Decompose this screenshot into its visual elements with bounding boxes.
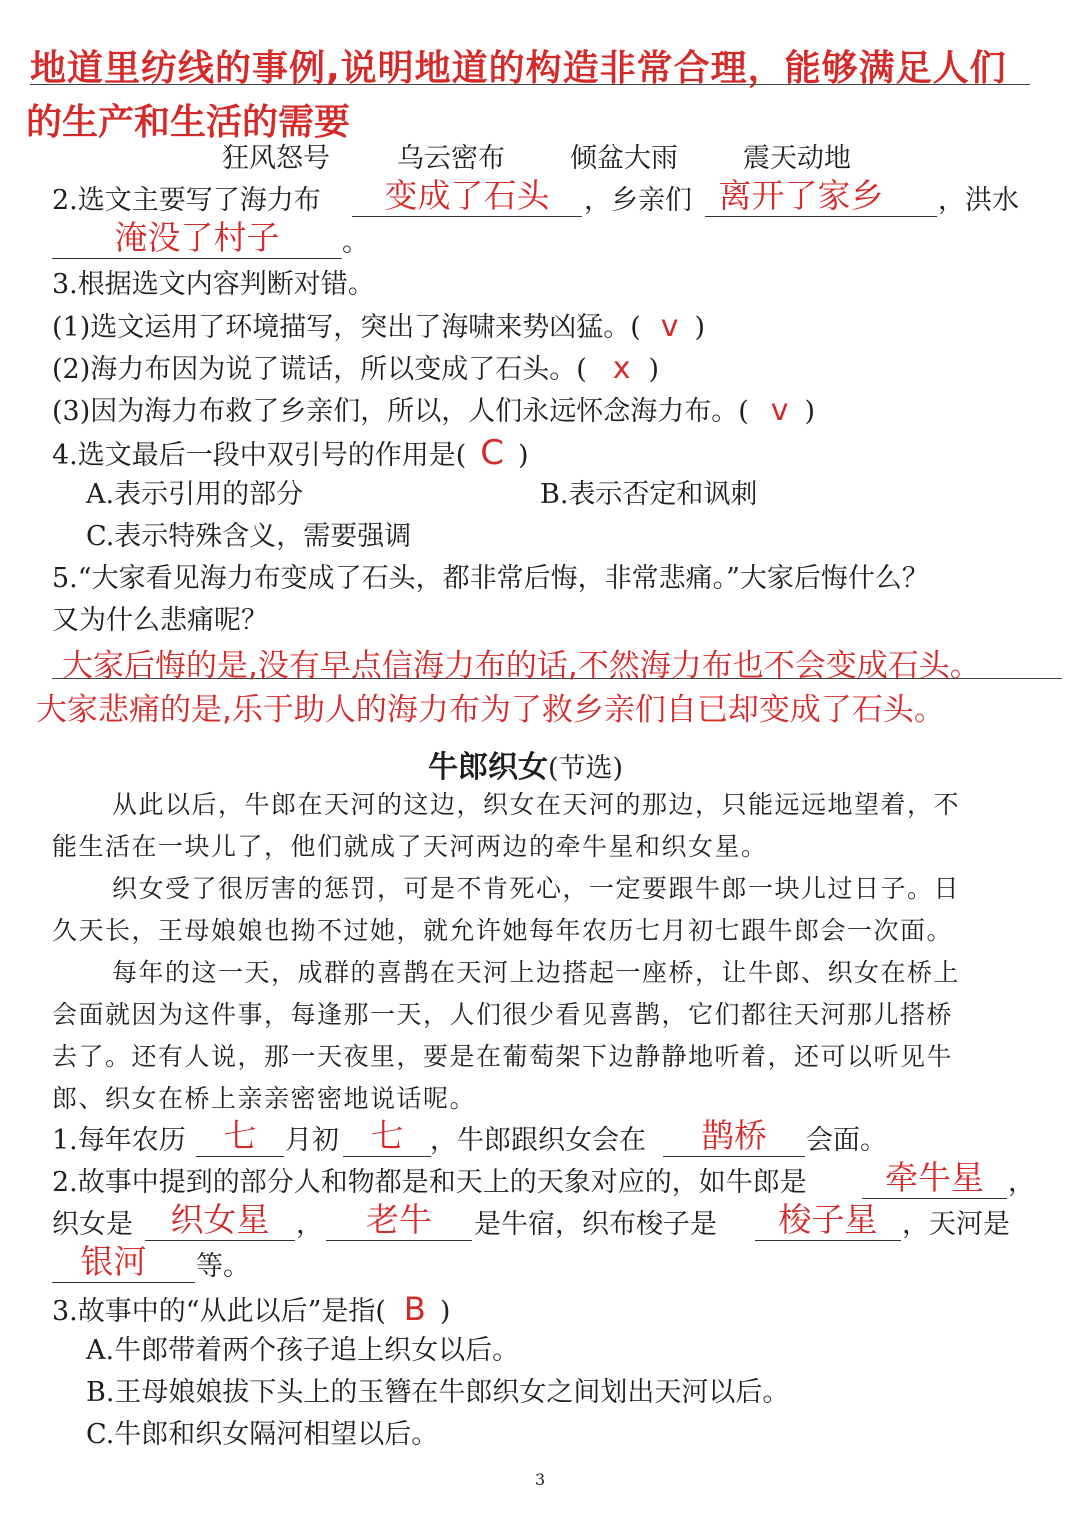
q5-line1: 5.“大家看见海力布变成了石头，都非常后悔，非常悲痛。”大家后悔什么？ bbox=[52, 563, 929, 594]
s1-prefix: 1.每年农历 bbox=[52, 1125, 186, 1156]
s1-mid1: 月初 bbox=[285, 1125, 339, 1156]
q2-end: 。 bbox=[342, 227, 369, 258]
story-line-4: 久天长，王母娘娘也拗不过她，就允许她每年农历七月初七跟牛郎会一次面。 bbox=[52, 916, 954, 945]
q3-item2-text: (2)海力布因为说了谎话，所以变成了石头。( bbox=[52, 354, 587, 385]
q2-answer3-blank bbox=[52, 218, 342, 259]
s2-mid3: 是牛宿，织布梭子是 bbox=[474, 1209, 717, 1240]
s1-answer3: 鹊桥 bbox=[701, 1116, 767, 1155]
s2-end1: ， bbox=[1008, 1167, 1035, 1198]
s2-prefix: 2.故事中提到的部分人和物都是和天上的天象对应的，如牛郎是 bbox=[52, 1167, 807, 1198]
word-option-4: 震天动地 bbox=[743, 143, 851, 174]
q3-title: 3.根据选文内容判断对错。 bbox=[52, 269, 375, 300]
q2-prefix: 2.选文主要写了海力布 bbox=[52, 185, 321, 216]
q3-item3-close: ) bbox=[804, 396, 816, 427]
s2-answer5: 银河 bbox=[80, 1242, 147, 1281]
s3-option-c: C.牛郎和织女隔河相望以后。 bbox=[86, 1419, 439, 1450]
s2-answer4-blank bbox=[755, 1200, 901, 1241]
q4-question bbox=[52, 433, 529, 473]
q3-item3-mark: v bbox=[770, 393, 789, 428]
s3-option-b: B.王母娘娘拔下头上的玉簪在牛郎织女之间划出天河以后。 bbox=[86, 1377, 790, 1408]
s1-answer2: 七 bbox=[370, 1116, 404, 1155]
story-line-8: 郎、织女在桥上亲亲密密地说话呢。 bbox=[52, 1084, 477, 1113]
q2-mid2: ，洪水 bbox=[938, 185, 1019, 216]
q3-item1-mark: v bbox=[660, 309, 679, 344]
q5-answer1: 大家后悔的是,没有早点信海力布的话,不然海力布也不会变成石头。 bbox=[62, 648, 981, 684]
story-line-1: 从此以后，牛郎在天河的这边，织女在天河的那边，只能远远地望着，不 bbox=[112, 790, 961, 819]
q5-answer1-underline bbox=[52, 678, 1062, 679]
q2-mid1: ，乡亲们 bbox=[584, 185, 692, 216]
s1-answer3-blank bbox=[663, 1116, 805, 1157]
s2-answer3-blank bbox=[326, 1200, 472, 1241]
s1-answer2-blank bbox=[343, 1116, 431, 1157]
s1-answer1: 七 bbox=[223, 1116, 257, 1155]
s2-mid2: ， bbox=[296, 1209, 323, 1240]
story-line-3: 织女受了很厉害的惩罚，可是不肯死心，一定要跟牛郎一块儿过日子。日 bbox=[112, 874, 961, 903]
page-number: 3 bbox=[535, 1470, 546, 1489]
word-option-2: 乌云密布 bbox=[397, 143, 505, 174]
q3-item1 bbox=[52, 310, 705, 345]
word-option-3: 倾盆大雨 bbox=[570, 143, 678, 174]
s1-answer1-blank bbox=[196, 1116, 284, 1157]
q4-close: ) bbox=[518, 440, 529, 471]
q2-answer2: 离开了家乡 bbox=[718, 176, 884, 215]
q2-answer1-blank bbox=[352, 176, 582, 217]
s3-option-a: A.牛郎带着两个孩子追上织女以后。 bbox=[86, 1335, 520, 1366]
s2-mid4: ，天河是 bbox=[902, 1209, 1010, 1240]
q4-option-a: A.表示引用的部分 bbox=[86, 479, 304, 510]
s2-answer5-blank bbox=[52, 1242, 195, 1283]
story-line-2: 能生活在一块儿了，他们就成了天河两边的牵牛星和织女星。 bbox=[52, 832, 768, 861]
q3-item1-close: ) bbox=[694, 312, 706, 343]
s2-prefix2: 织女是 bbox=[52, 1209, 133, 1240]
story-title-sub: (节选) bbox=[548, 753, 624, 784]
word-option-1: 狂风怒号 bbox=[222, 143, 330, 174]
q3-item2 bbox=[52, 352, 659, 387]
story-line-7: 去了。还有人说，那一天夜里，要是在葡萄架下边静静地听着，还可以听见牛 bbox=[52, 1042, 954, 1071]
q3-item3-text: (3)因为海力布救了乡亲们，所以，人们永远怀念海力布。( bbox=[52, 396, 749, 427]
q5-answer2: 大家悲痛的是,乐于助人的海力布为了救乡亲们自已却变成了石头。 bbox=[36, 692, 945, 728]
s2-answer2: 织女星 bbox=[170, 1200, 270, 1239]
story-line-6: 会面就因为这件事，每逢那一天，人们很少看见喜鹊，它们都往天河那儿搭桥 bbox=[52, 1000, 954, 1029]
q4-answer: C bbox=[480, 433, 505, 473]
s3-question bbox=[52, 1292, 450, 1329]
s2-answer2-blank bbox=[145, 1200, 295, 1241]
q4-option-c: C.表示特殊含义，需要强调 bbox=[86, 521, 412, 552]
s1-mid2: ，牛郎跟织女会在 bbox=[430, 1125, 646, 1156]
top-answer-line2: 的生产和生活的需要 bbox=[26, 102, 351, 143]
story-title-main: 牛郎织女 bbox=[428, 750, 548, 785]
top-answer-underline bbox=[30, 84, 1030, 85]
s2-answer1: 牵牛星 bbox=[885, 1158, 984, 1197]
q3-item2-mark: x bbox=[612, 351, 631, 386]
q2-answer1: 变成了石头 bbox=[384, 176, 550, 215]
s3-answer: B bbox=[403, 1290, 426, 1328]
s3-text: 3.故事中的“从此以后”是指( bbox=[52, 1296, 386, 1327]
q4-option-b: B.表示否定和讽刺 bbox=[540, 479, 758, 510]
top-answer-line1: 地道里纺线的事例,说明地道的构造非常合理，能够满足人们 bbox=[30, 48, 1007, 89]
q5-line2: 又为什么悲痛呢？ bbox=[52, 605, 268, 636]
s2-answer3: 老牛 bbox=[366, 1200, 432, 1239]
story-line-5: 每年的这一天，成群的喜鹊在天河上边搭起一座桥，让牛郎、织女在桥上 bbox=[112, 958, 961, 987]
q3-item2-close: ) bbox=[648, 354, 660, 385]
s2-answer4: 梭子星 bbox=[778, 1200, 878, 1239]
story-title bbox=[428, 742, 623, 786]
s3-close: ) bbox=[439, 1296, 451, 1327]
q3-item3 bbox=[52, 394, 815, 429]
q2-answer2-blank bbox=[705, 176, 937, 217]
q4-text: 4.选文最后一段中双引号的作用是( bbox=[52, 440, 467, 471]
s2-answer1-blank bbox=[862, 1158, 1007, 1199]
q2-answer3: 淹没了村子 bbox=[114, 218, 280, 257]
s1-end: 会面。 bbox=[806, 1125, 887, 1156]
s2-end: 等。 bbox=[196, 1251, 250, 1282]
q3-item1-text: (1)选文运用了环境描写，突出了海啸来势凶猛。( bbox=[52, 312, 641, 343]
